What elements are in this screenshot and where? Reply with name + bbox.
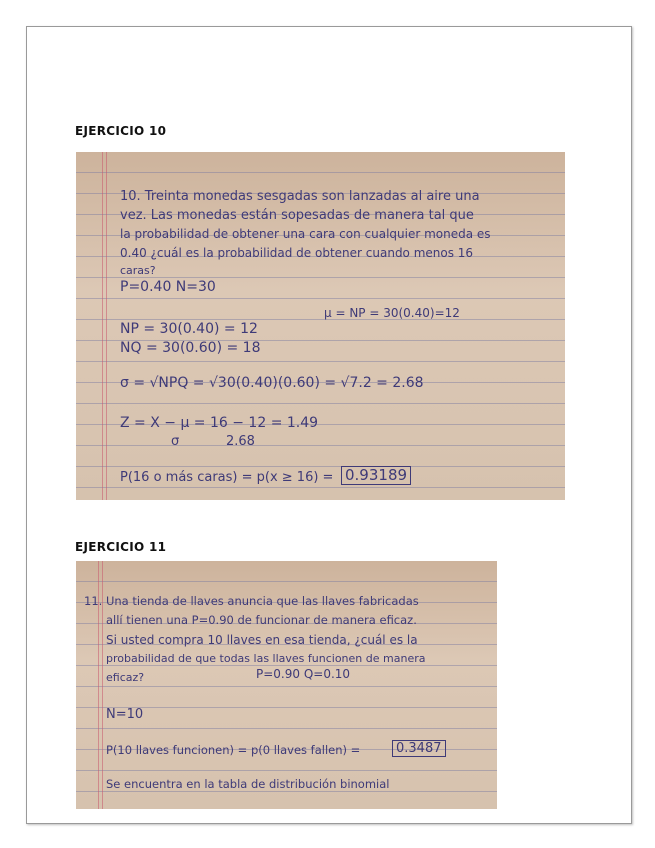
final-probability: P(16 o más caras) = p(x ≥ 16) = bbox=[120, 470, 334, 485]
sigma-calculation: σ = √NPQ = √30(0.40)(0.60) = √7.2 = 2.68 bbox=[120, 375, 424, 391]
problem-text-line: la probabilidad de obtener una cara con cualquier moneda es bbox=[120, 227, 491, 241]
problem-text-line: 10. Treinta monedas sesgadas son lanzadas al aire una bbox=[120, 189, 480, 204]
exercise-10-heading: EJERCICIO 10 bbox=[75, 124, 167, 138]
problem-text-line: probabilidad de que todas las llaves funcionen de manera bbox=[106, 652, 426, 665]
problem-text-line: vez. Las monedas están sopesadas de manera tal que bbox=[120, 208, 474, 223]
given-values: P=0.90 Q=0.10 bbox=[256, 667, 351, 681]
notebook-margin-line bbox=[102, 152, 103, 500]
exercise-10-photo bbox=[76, 152, 565, 500]
mean-calculation: μ = NP = 30(0.40)=12 bbox=[324, 306, 460, 320]
exercise-11-photo bbox=[76, 561, 497, 809]
given-values: P=0.40 N=30 bbox=[120, 279, 216, 295]
notebook-margin-line bbox=[106, 152, 107, 500]
z-score-denominator: σ bbox=[171, 434, 180, 449]
problem-text-line: allí tienen una P=0.90 de funcionar de manera eficaz. bbox=[106, 613, 417, 627]
problem-text-line: eficaz? bbox=[106, 671, 145, 684]
note-text: Se encuentra en la tabla de distribución binomial bbox=[106, 777, 390, 791]
document-page bbox=[26, 26, 632, 824]
answer-box: 0.3487 bbox=[392, 740, 446, 757]
problem-text-line: 0.40 ¿cuál es la probabilidad de obtener cuando menos 16 bbox=[120, 246, 474, 260]
problem-text-line: Si usted compra 10 llaves en esa tienda, ¿cuál es la bbox=[106, 633, 418, 647]
z-score-denominator: 2.68 bbox=[226, 434, 255, 449]
final-probability: P(10 llaves funcionen) = p(0 llaves fallen) = bbox=[106, 743, 361, 757]
n-value: N=10 bbox=[106, 707, 144, 722]
np-calculation: NP = 30(0.40) = 12 bbox=[120, 321, 258, 337]
exercise-11-heading: EJERCICIO 11 bbox=[75, 540, 167, 554]
nq-calculation: NQ = 30(0.60) = 18 bbox=[120, 340, 261, 356]
problem-text-line: 11. Una tienda de llaves anuncia que las llaves fabricadas bbox=[84, 594, 419, 608]
z-score-calculation: Z = X − μ = 16 − 12 = 1.49 bbox=[120, 415, 319, 431]
problem-text-line: caras? bbox=[120, 264, 156, 277]
answer-box: 0.93189 bbox=[341, 466, 411, 485]
